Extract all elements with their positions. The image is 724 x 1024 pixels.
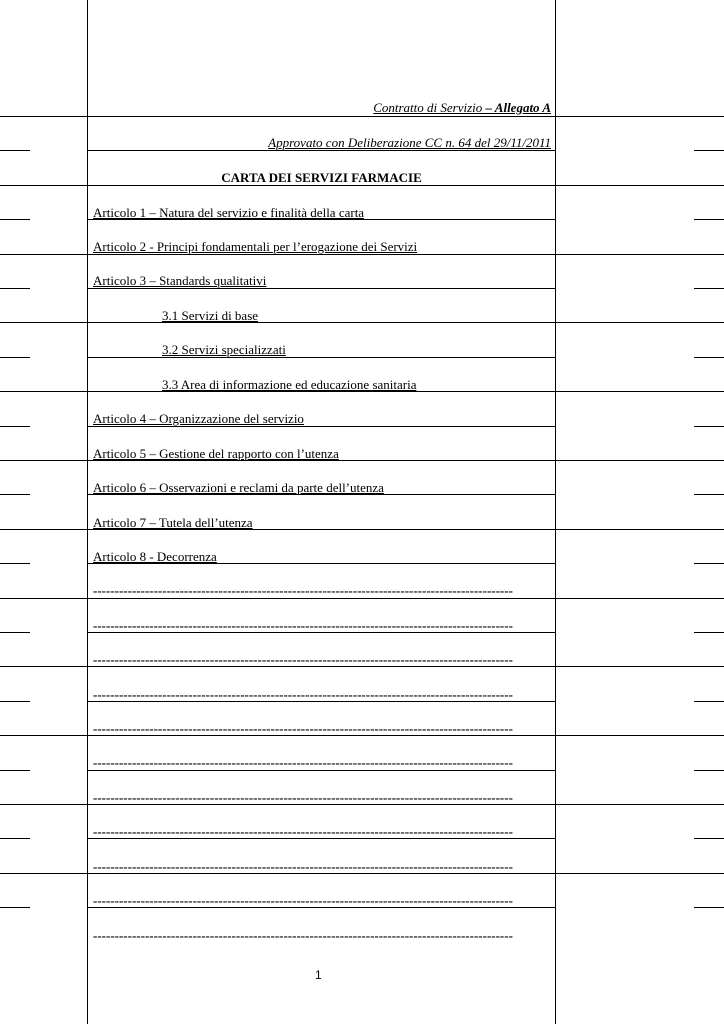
separator-line: -------------------------------------------------------------------------------------------------	[93, 755, 513, 770]
toc-item-articolo-2: Articolo 2 - Principi fondamentali per l’erogazione dei Servizi	[93, 239, 418, 254]
separator-line: -------------------------------------------------------------------------------------------------	[93, 824, 513, 839]
ruled-line-gap	[556, 770, 694, 771]
toc-item-articolo-3: Articolo 3 – Standards qualitativi	[93, 273, 267, 288]
ruled-line-gap	[30, 770, 87, 771]
approval-line	[268, 135, 551, 151]
separator-line: -------------------------------------------------------------------------------------------------	[93, 652, 513, 667]
right-margin-line	[555, 0, 556, 1024]
separator-line: -------------------------------------------------------------------------------------------------	[93, 859, 513, 874]
ruled-line-gap	[30, 907, 87, 908]
toc-item-articolo-6: Articolo 6 – Osservazioni e reclami da parte dell’utenza	[93, 480, 384, 495]
ruled-line-gap	[556, 357, 694, 358]
ruled-line-gap	[30, 494, 87, 495]
toc-subitem-3-3: 3.3 Area di informazione ed educazione sanitaria	[162, 377, 417, 392]
separator-line: -------------------------------------------------------------------------------------------------	[93, 893, 513, 908]
ruled-line-gap	[556, 838, 694, 839]
ruled-line	[0, 116, 724, 117]
ruled-line	[0, 322, 724, 323]
contract-line	[373, 100, 551, 116]
page-number: 1	[315, 968, 322, 982]
ruled-line-gap	[30, 150, 87, 151]
contract-line-bold: – Allegato A	[485, 100, 551, 115]
ruled-line-gap	[30, 838, 87, 839]
toc-item-articolo-1: Articolo 1 – Natura del servizio e finalità della carta	[93, 205, 365, 220]
ruled-line-gap	[556, 701, 694, 702]
ruled-line-gap	[30, 563, 87, 564]
ruled-line-gap	[556, 150, 694, 151]
toc-item-articolo-8: Articolo 8 - Decorrenza	[93, 549, 217, 564]
toc-subitem-3-2: 3.2 Servizi specializzati	[162, 342, 286, 357]
separator-line: -------------------------------------------------------------------------------------------------	[93, 721, 513, 736]
toc-item-articolo-5: Articolo 5 – Gestione del rapporto con l’utenza	[93, 446, 339, 461]
ruled-line-gap	[556, 632, 694, 633]
toc-item-articolo-4: Articolo 4 – Organizzazione del servizio	[93, 411, 304, 426]
ruled-line-gap	[556, 907, 694, 908]
ruled-line-gap	[556, 288, 694, 289]
separator-line: -------------------------------------------------------------------------------------------------	[93, 618, 513, 633]
ruled-line-gap	[30, 219, 87, 220]
ruled-line-gap	[556, 219, 694, 220]
separator-line: -------------------------------------------------------------------------------------------------	[93, 928, 513, 943]
document-title: CARTA DEI SERVIZI FARMACIE	[221, 170, 422, 185]
ruled-line-gap	[556, 494, 694, 495]
left-margin-line	[87, 0, 88, 1024]
toc-item-articolo-7: Articolo 7 – Tutela dell’utenza	[93, 515, 253, 530]
ruled-line-gap	[30, 357, 87, 358]
ruled-line-gap	[556, 426, 694, 427]
separator-line: -------------------------------------------------------------------------------------------------	[93, 790, 513, 805]
ruled-line-gap	[30, 426, 87, 427]
separator-line: -------------------------------------------------------------------------------------------------	[93, 687, 513, 702]
ruled-line-gap	[30, 632, 87, 633]
ruled-line-gap	[556, 563, 694, 564]
toc-subitem-3-1: 3.1 Servizi di base	[162, 308, 259, 323]
ruled-line-gap	[30, 288, 87, 289]
separator-line: -------------------------------------------------------------------------------------------------	[93, 583, 513, 598]
ruled-line-gap	[30, 701, 87, 702]
contract-line-plain: Contratto di Servizio	[373, 100, 486, 115]
approval-text: Approvato con Deliberazione CC n. 64 del 29/11/2011	[268, 135, 551, 150]
